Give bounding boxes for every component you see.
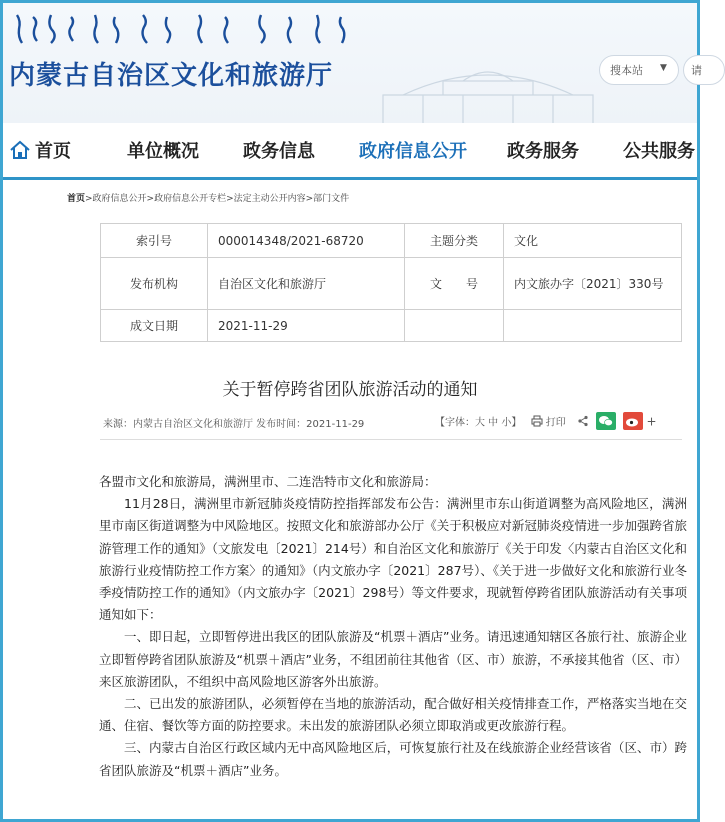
date-value: 2021-11-29 [208, 310, 405, 342]
print-button[interactable]: 打印 [545, 417, 566, 429]
nav-gov-info-disclosure[interactable]: 政府信息公开 [359, 141, 467, 162]
docno-value: 内文旅办字〔2021〕330号 [504, 258, 682, 310]
wechat-icon[interactable] [596, 412, 616, 433]
font-size-switcher[interactable]: 【字体：大 中 小】 [435, 417, 522, 429]
article-meta: 来源：内蒙古自治区文化和旅游厅 发布时间：2021-11-29 [103, 419, 365, 430]
breadcrumb [67, 191, 349, 204]
site-title[interactable]: 内蒙古自治区文化和旅游厅 [9, 61, 334, 91]
nav-government-info[interactable]: 政务信息 [243, 141, 315, 162]
category-label: 主题分类 [405, 224, 504, 258]
article-title: 关于暂停跨省团队旅游活动的通知 [222, 380, 478, 400]
building-illustration [363, 45, 613, 123]
document-info-table [100, 223, 682, 342]
category-value: 文化 [504, 224, 682, 258]
nav-public-services[interactable]: 公共服务 [623, 141, 695, 162]
main-nav [3, 123, 697, 180]
share-icon[interactable] [577, 415, 589, 430]
chevron-down-icon: ▼ [660, 63, 667, 73]
nav-home[interactable]: 首页 [35, 141, 71, 162]
more-share-icon[interactable]: + [646, 414, 657, 429]
paragraph: 二、已出发的旅游团队，必须暂停在当地的旅游活动，配合做好相关疫情排查工作，严格落实当地在交通、住宿、餐饮等方面的防控要求。未出发的旅游团队必须立即取消或更改旅游行程。 [99, 696, 687, 734]
salutation: 各盟市文化和旅游局，满洲里市、二连浩特市文化和旅游局： [99, 474, 437, 489]
weibo-icon[interactable] [623, 412, 643, 433]
publisher-value: 自治区文化和旅游厅 [208, 258, 405, 310]
breadcrumb-home[interactable]: 首页 [67, 194, 86, 204]
search-input[interactable] [683, 55, 725, 85]
date-label: 成文日期 [101, 310, 208, 342]
search-input-text: 请 [691, 64, 702, 77]
search-scope-label: 搜本站 [610, 64, 643, 77]
mongolian-script-logo [11, 11, 351, 47]
nav-government-services[interactable]: 政务服务 [507, 141, 579, 162]
index-value: 000014348/2021-68720 [208, 224, 405, 258]
breadcrumb-path[interactable]: >政府信息公开>政府信息公开专栏>法定主动公开内容>部门文件 [85, 194, 350, 204]
nav-unit-overview[interactable]: 单位概况 [127, 141, 199, 162]
site-header [3, 3, 702, 123]
empty-cell [504, 310, 682, 342]
divider [100, 439, 682, 440]
print-icon[interactable] [531, 415, 543, 430]
index-label: 索引号 [101, 224, 208, 258]
publisher-label: 发布机构 [101, 258, 208, 310]
paragraph: 三、内蒙古自治区行政区域内无中高风险地区后，可恢复旅行社及在线旅游企业经营该省（区、市）跨省团队旅游及“机票＋酒店”业务。 [99, 740, 687, 778]
article-tools [435, 412, 657, 433]
docno-label: 文 号 [405, 258, 504, 310]
article-body [99, 471, 687, 782]
home-icon [9, 139, 31, 161]
search-scope-select[interactable] [599, 55, 679, 85]
paragraph: 一、即日起，立即暂停进出我区的团队旅游及“机票＋酒店”业务。请迅速通知辖区各旅行社、旅游企业立即暂停跨省团队旅游及“机票＋酒店”业务，不组团前往其他省（区、市）旅游，不承接其他省（区、市）来区旅游团队，不组织中高风险地区游客外出旅游。 [99, 629, 687, 689]
empty-cell [405, 310, 504, 342]
paragraph: 11月28日，满洲里市新冠肺炎疫情防控指挥部发布公告：满洲里市东山街道调整为高风险地区，满洲里市南区街道调整为中风险地区。按照文化和旅游部办公厅《关于积极应对新冠肺炎疫情进一步加强跨省旅游管理工作的通知》（文旅发电〔2021〕214号）和自治区文化和旅游厅《关于印发〈内蒙古自治区文化和旅游行业疫情防控工作方案〉的通知》（内文旅办字〔2021〕287号）、《关于进一步做好文化和旅游行业冬季疫情防控工作的通知》（内文旅办字〔2021〕298号）等文件要求，现就暂停跨省团队旅游活动有关事项通知如下： [99, 496, 687, 623]
